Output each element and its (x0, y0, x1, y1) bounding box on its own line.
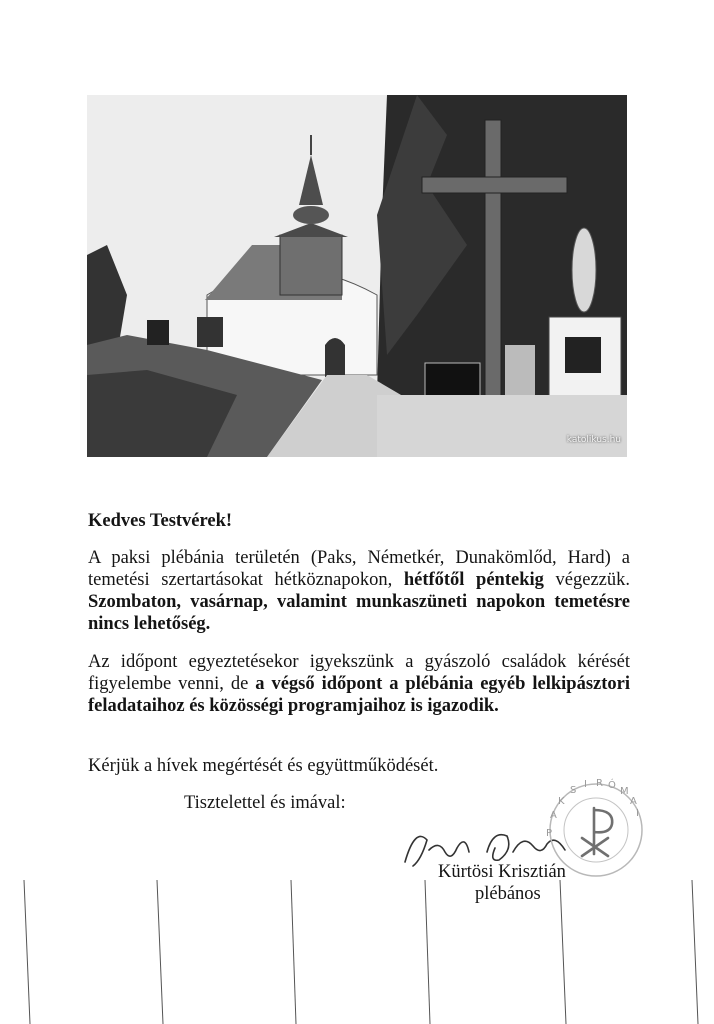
signer-title: plébános (475, 884, 541, 904)
p1-text: A paksi plébánia területén (Paks, Németkér, Dunakömlőd, Hard) a temetési szertartásokat hétköznapokon, (88, 548, 630, 590)
svg-text:I: I (584, 779, 587, 790)
svg-text:Ó: Ó (608, 780, 616, 791)
p1-bold-days: hétfőtől péntekig (403, 570, 544, 590)
church-cemetery-photo (87, 95, 627, 457)
svg-text:S: S (570, 785, 577, 796)
p1-bold-weekend: Szombaton, vasárnap, valamint munkaszüneti napokon temetésre nincs lehetőség. (88, 592, 630, 634)
p2-bold: a végső időpont a plébánia egyéb lelkipásztori feladataihoz és közösségi programjaihoz is igazodik. (88, 674, 631, 716)
closing-line: Tisztelettel és imával: (184, 793, 346, 813)
svg-text:I: I (636, 808, 639, 819)
letter-greeting: Kedves Testvérek! (88, 511, 233, 531)
svg-text:A: A (630, 796, 637, 807)
p2-text: Az időpont egyeztetésekor igyekszünk a gyászoló családok kérését figyelembe venni, de (88, 652, 630, 694)
paragraph-funeral-days (88, 547, 630, 635)
svg-text:P: P (546, 828, 553, 839)
svg-text:M: M (620, 786, 629, 797)
svg-text:R: R (596, 778, 603, 789)
p1-text-2: végezzük. (543, 570, 630, 590)
svg-text:K: K (558, 796, 565, 807)
signer-name: Kürtösi Krisztián (438, 862, 566, 882)
paragraph-scheduling (88, 651, 630, 717)
photo-credit: katolikus.hu (566, 435, 621, 445)
paragraph-request: Kérjük a hívek megértését és együttműködését. (88, 756, 439, 776)
scan-fold-lines (0, 860, 714, 1024)
church-illustration (87, 95, 627, 457)
svg-text:A: A (550, 810, 557, 821)
